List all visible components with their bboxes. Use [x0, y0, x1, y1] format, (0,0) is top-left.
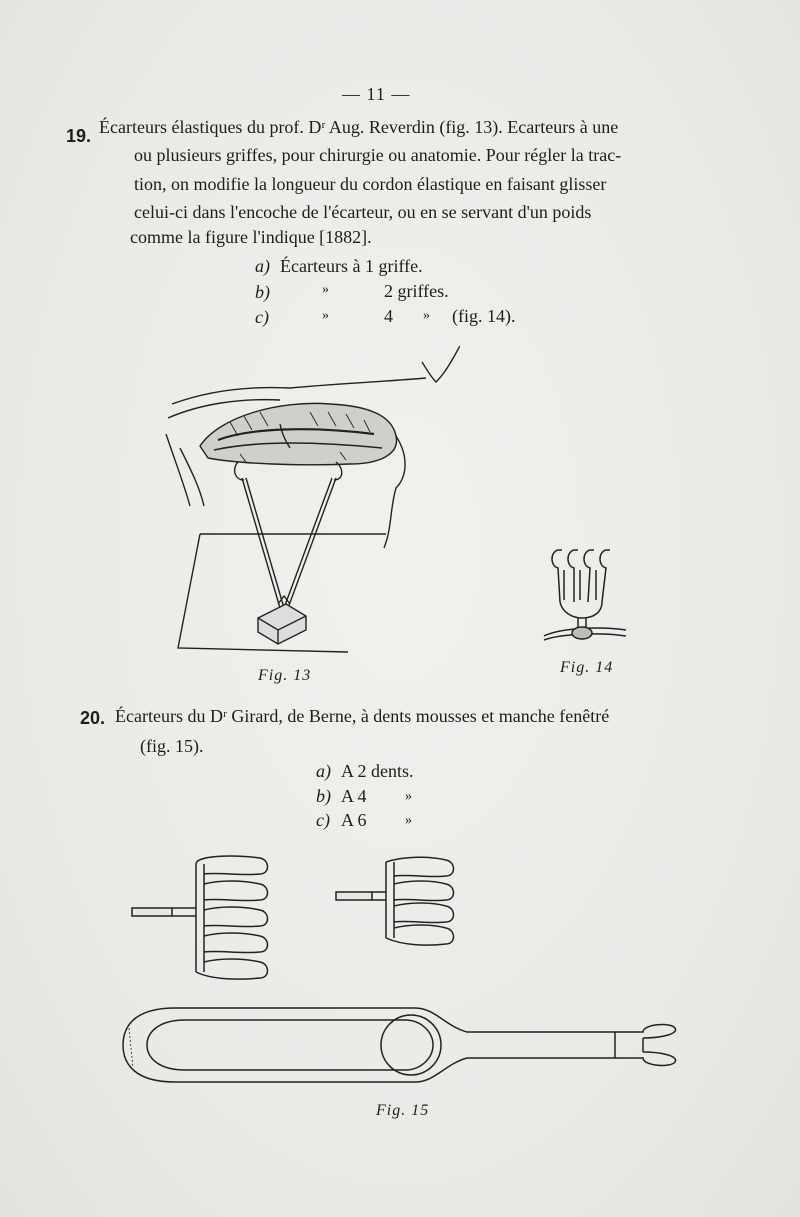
- item20-option-c-text: A 6: [341, 810, 367, 830]
- item20-number: 20.: [80, 708, 106, 728]
- item19-line-1: Écarteurs élastiques du prof. Dʳ Aug. Reverdin (fig. 13). Ecarteurs à une: [99, 117, 619, 137]
- item20-option-c-letter: c): [316, 810, 330, 830]
- figure-13-caption: Fig. 13: [258, 667, 312, 684]
- item20-option-c-ditto: »: [405, 813, 412, 828]
- item20-option-b-ditto: »: [405, 789, 412, 804]
- item19-line-2: ou plusieurs griffes, pour chirurgie ou anatomie. Pour régler la trac-: [134, 145, 622, 165]
- item19-option-c-letter: c): [255, 307, 269, 327]
- figure-14-illustration: [540, 540, 630, 650]
- item19-option-c-ditto: »: [322, 308, 329, 323]
- item19-option-b-ditto: »: [322, 282, 329, 297]
- item19-option-a-letter: a): [255, 256, 270, 276]
- item20-option-b-letter: b): [316, 786, 331, 806]
- item19-line-3: tion, on modifie la longueur du cordon élastique en faisant glisser: [134, 174, 607, 194]
- item20-option-a-text: A 2 dents.: [341, 761, 414, 781]
- figure-15-six-tooth-retractor: [130, 850, 280, 990]
- item20-option-b-text: A 4: [341, 786, 367, 806]
- item19-line-4: celui-ci dans l'encoche de l'écarteur, ou en se servant d'un poids: [134, 202, 592, 222]
- item19-option-b-text: 2 griffes.: [384, 281, 449, 301]
- figure-13-illustration: [160, 338, 460, 658]
- item19-line-5: comme la figure l'indique [1882].: [130, 227, 372, 247]
- item20-option-a-letter: a): [316, 761, 331, 781]
- item19-option-a-text: Écarteurs à 1 griffe.: [280, 256, 423, 276]
- figure-15-four-tooth-retractor: [334, 852, 464, 952]
- figure-15-caption: Fig. 15: [376, 1102, 430, 1119]
- page-number: — 11 —: [342, 84, 411, 104]
- item19-option-c-text2: (fig. 14).: [452, 306, 516, 326]
- item20-line-2: (fig. 15).: [140, 736, 204, 756]
- figure-14-caption: Fig. 14: [560, 659, 614, 676]
- figure-15-fenestrated-retractor: [115, 998, 685, 1098]
- item19-option-b-letter: b): [255, 282, 270, 302]
- item19-option-c-text: 4: [384, 306, 393, 326]
- item20-line-1: Écarteurs du Dʳ Girard, de Berne, à dents mousses et manche fenêtré: [115, 706, 610, 726]
- item19-option-c-ditto2: »: [423, 308, 430, 323]
- item19-number: 19.: [66, 126, 92, 146]
